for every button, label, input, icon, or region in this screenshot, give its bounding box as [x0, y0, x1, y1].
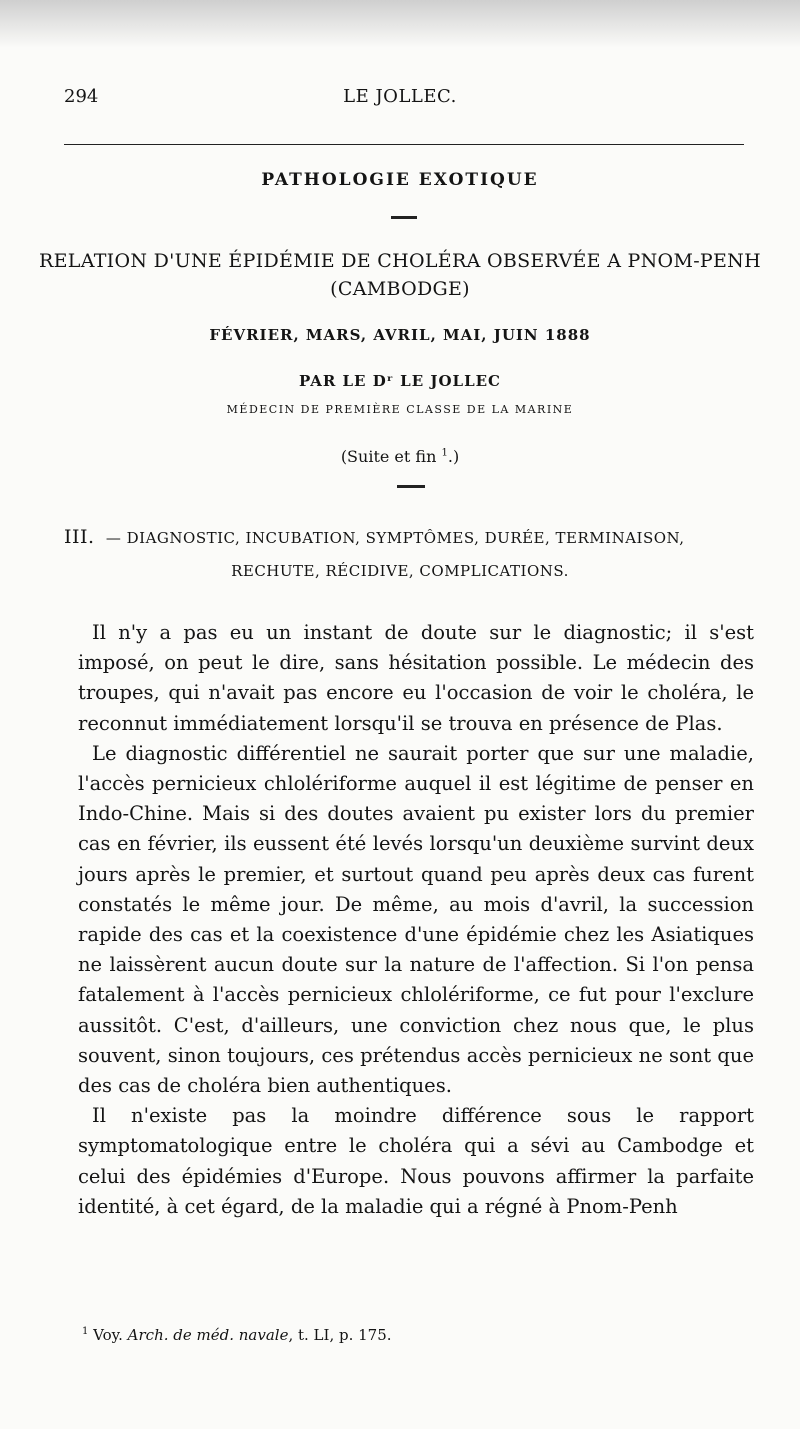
continued-text: (Suite et fin — [340, 447, 437, 466]
section3-heading — [64, 526, 748, 548]
section-number: III. — [64, 526, 95, 548]
continued-note — [0, 447, 800, 466]
paragraph: Il n'y a pas eu un instant de doute sur le diagnostic; il s'est imposé, on peut le dire, sans hésitation possible. Le médecin des troupes, qui n'avait pas encore eu l'occasion de voir le choléra, le reconnut immédiatement lorsqu'il se trouva en présence de Plas. — [78, 621, 754, 735]
section3-heading-line2: RECHUTE, RÉCIDIVE, COMPLICATIONS. — [231, 562, 569, 580]
section-dash: — — [105, 529, 122, 547]
header-rule — [64, 144, 744, 145]
continued-close: .) — [447, 447, 460, 466]
article-title-line2: (CAMBODGE) — [330, 278, 470, 300]
footnote-rest: , t. LI, p. 175. — [288, 1326, 392, 1344]
paragraph: Le diagnostic différentiel ne saurait porter que sur une maladie, l'accès pernicieux chlolériforme auquel il est légitime de penser en Indo-Chine. Mais si des doutes avaient pu exister lors du premier cas en février, ils eussent été levés lorsqu'un deuxième survint deux jours après le premier, et surtout quand peu après deux cas furent constatés le même jour. De même, au mois d'avril, la succession rapide des cas et la coexistence d'une épidémie chez les Asiatiques ne laissèrent aucun doute sur la nature de l'affection. Si l'on pensa fatalement à l'accès pernicieux chlolériforme, ce fut pour l'exclure aussitôt. C'est, d'ailleurs, une conviction chez nous que, le plus souvent, sinon toujours, ces prétendus accès pernicieux ne sont que des cas de choléra bien authentiques. — [78, 741, 754, 1098]
running-head: LE JOLLEC. — [343, 86, 457, 107]
author-title: MÉDECIN DE PREMIÈRE CLASSE DE LA MARINE — [226, 403, 574, 416]
footnote-ref: 1 — [441, 447, 448, 459]
footnote-journal: Arch. de méd. navale — [127, 1326, 289, 1344]
scan-edge-shadow — [0, 0, 800, 48]
paragraph: Il n'existe pas la moindre différence sous le rapport symptomatologique entre le choléra qui a sévi au Cambodge et celui des épidémies d'Europe. Nous pouvons affirmer la parfaite identité, à cet égard, de la maladie qui a régné à Pnom-Penh — [78, 1104, 754, 1218]
page-number: 294 — [64, 86, 99, 107]
footnote — [82, 1326, 392, 1344]
section-separator — [397, 485, 425, 488]
article-title-line1: RELATION D'UNE ÉPIDÉMIE DE CHOLÉRA OBSERVÉE A PNOM-PENH — [39, 250, 761, 272]
body-text — [78, 618, 754, 1222]
footnote-prefix: Voy. — [93, 1326, 128, 1344]
section-heading: PATHOLOGIE EXOTIQUE — [261, 170, 539, 190]
article-author: PAR LE Dʳ LE JOLLEC — [299, 372, 501, 390]
footnote-mark: 1 — [82, 1326, 89, 1337]
article-dates: FÉVRIER, MARS, AVRIL, MAI, JUIN 1888 — [209, 326, 591, 344]
title-separator — [391, 216, 417, 219]
section3-heading-line1: DIAGNOSTIC, INCUBATION, SYMPTÔMES, DURÉE, TERMINAISON, — [126, 529, 685, 547]
